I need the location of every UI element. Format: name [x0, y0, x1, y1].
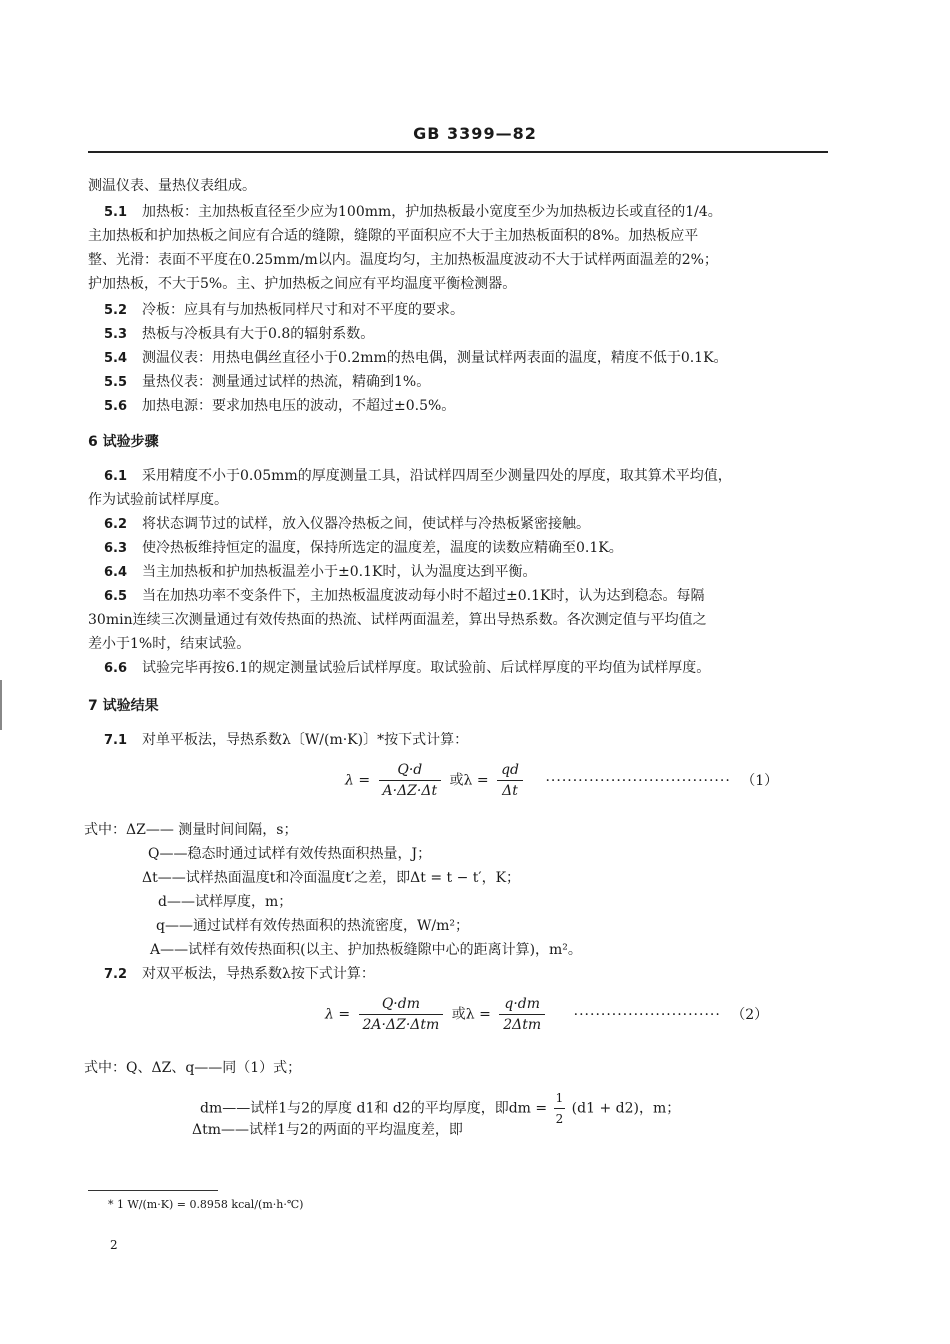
eq1-lhs: λ =	[345, 772, 371, 789]
paragraph-line: 整、光滑：表面不平度在0.25mm/m以内。温度均匀，主加热板温度波动不大于试样两面温差的2%；	[88, 252, 718, 268]
clause-number: 7.2	[104, 967, 128, 982]
clause-text: 热板与冷板具有大于0.8的辐射系数。	[142, 326, 375, 342]
eq2-fraction-a	[359, 996, 444, 1033]
where-line: d——试样厚度，m；	[158, 894, 293, 910]
where-line: 式中：ΔZ—— 测量时间间隔，s；	[84, 822, 298, 838]
scan-edge-mark	[0, 680, 2, 730]
half-denominator: 2	[554, 1108, 566, 1129]
where-line: A——试样有效传热面积(以主、护加热板缝隙中心的距离计算)，m²。	[150, 942, 582, 958]
eq2-leader-dots: ···························	[573, 1006, 721, 1023]
eq1-fraction-a	[379, 762, 442, 799]
header-rule	[88, 151, 828, 153]
where-line: q——通过试样有效传热面积的热流密度，W/m²；	[156, 918, 469, 934]
clause-number: 5.2	[104, 303, 128, 318]
page-number: 2	[110, 1238, 118, 1252]
eq1-leader-dots: ··································	[545, 772, 731, 789]
eq1-numerator-a: Q·d	[397, 762, 423, 778]
clause-6-5	[104, 586, 704, 607]
paragraph-line: 差小于1%时，结束试验。	[88, 636, 251, 652]
clause-text: 测温仪表：用热电偶丝直径小于0.2mm的热电偶，测量试样两表面的温度，精度不低于0.1K。	[142, 350, 728, 366]
clause-6-1	[104, 466, 732, 487]
clause-text: 采用精度不小于0.05mm的厚度测量工具，沿试样四周至少测量四处的厚度，取其算术平均值，	[142, 468, 732, 484]
eq1-denominator-b: Δt	[497, 780, 523, 799]
clause-number: 5.5	[104, 375, 128, 390]
clause-number: 5.4	[104, 351, 128, 366]
clause-number: 5.6	[104, 399, 128, 414]
clause-6-6	[104, 658, 710, 679]
clause-7-1	[104, 730, 468, 751]
footnote: * 1 W/(m·K) = 0.8958 kcal/(m·h·℃)	[108, 1198, 304, 1211]
clause-text: 加热板：主加热板直径至少应为100mm，护加热板最小宽度至少为加热板边长或直径的1/4。	[142, 204, 722, 220]
eq2-denominator-b: 2Δtm	[499, 1014, 545, 1033]
half-numerator: 1	[555, 1091, 564, 1105]
clause-5-2	[104, 300, 464, 321]
clause-number: 7.1	[104, 733, 128, 748]
eq1-fraction-b	[497, 762, 523, 799]
section-7-heading: 7 试验结果	[88, 698, 159, 714]
eq2-or: 或λ =	[451, 1006, 491, 1023]
clause-text: 试验完毕再按6.1的规定测量试验后试样厚度。取试验前、后试样厚度的平均值为试样厚度。	[142, 660, 711, 676]
clause-text: 对单平板法，导热系数λ〔W/(m·K)〕*按下式计算：	[142, 732, 469, 748]
eq2-number: （2）	[731, 1006, 769, 1023]
section-6-heading: 6 试验步骤	[88, 434, 159, 450]
standard-header: GB 3399—82	[413, 124, 537, 143]
clause-number: 6.1	[104, 469, 128, 484]
eq1-or: 或λ =	[449, 772, 489, 789]
clause-number: 5.1	[104, 205, 128, 220]
footnote-rule	[88, 1190, 218, 1191]
eq1-number: （1）	[741, 772, 779, 789]
clause-text: 将状态调节过的试样，放入仪器冷热板之间，使试样与冷热板紧密接触。	[142, 516, 590, 532]
clause-text: 当主加热板和护加热板温差小于±0.1K时，认为温度达到平衡。	[142, 564, 537, 580]
clause-number: 6.4	[104, 565, 128, 580]
clause-text: 对双平板法，导热系数λ按下式计算：	[142, 966, 375, 982]
paragraph-line: 测温仪表、量热仪表组成。	[88, 178, 256, 194]
clause-5-4	[104, 348, 728, 369]
paragraph-line: 护加热板，不大于5%。主、护加热板之间应有平均温度平衡检测器。	[88, 276, 517, 292]
clause-5-6	[104, 396, 455, 417]
clause-5-1	[104, 202, 722, 223]
paragraph-line: 30min连续三次测量通过有效传热面的热流、试样两面温差，算出导热系数。各次测定值与平均值之	[88, 612, 707, 628]
clause-5-3	[104, 324, 374, 345]
eq2-lhs: λ =	[325, 1006, 351, 1023]
eq2-denominator-a: 2A·ΔZ·Δtm	[359, 1014, 444, 1033]
clause-text: 使冷热板维持恒定的温度，保持所选定的温度差，温度的读数应精确至0.1K。	[142, 540, 623, 556]
clause-5-5	[104, 372, 430, 393]
clause-number: 6.3	[104, 541, 128, 556]
dm-definition-end: (d1 + d2)，m；	[571, 1100, 681, 1117]
clause-number: 6.5	[104, 589, 128, 604]
paragraph-line: 作为试验前试样厚度。	[88, 492, 228, 508]
where-line: Δtm——试样1与2的两面的平均温度差，即	[192, 1122, 463, 1138]
clause-number: 5.3	[104, 327, 128, 342]
clause-text: 当在加热功率不变条件下，主加热板温度波动每小时不超过±0.1K时，认为达到稳态。每隔	[142, 588, 705, 604]
eq1-denominator-a: A·ΔZ·Δt	[379, 780, 442, 799]
clause-6-3	[104, 538, 623, 559]
equation-2	[325, 996, 768, 1033]
eq2-fraction-b	[499, 996, 545, 1033]
clause-text: 加热电源：要求加热电压的波动，不超过±0.5%。	[142, 398, 456, 414]
clause-6-4	[104, 562, 536, 583]
eq1-numerator-b: qd	[501, 762, 520, 778]
where-line: 式中：Q、ΔZ、q——同（1）式；	[84, 1060, 302, 1076]
half-fraction	[554, 1088, 566, 1129]
clause-number: 6.6	[104, 661, 128, 676]
clause-6-2	[104, 514, 590, 535]
clause-7-2	[104, 964, 375, 985]
eq2-numerator-b: q·dm	[504, 996, 541, 1012]
where-line: Q——稳态时通过试样有效传热面积热量，J；	[148, 846, 432, 862]
clause-text: 量热仪表：测量通过试样的热流，精确到1%。	[142, 374, 431, 390]
clause-number: 6.2	[104, 517, 128, 532]
paragraph-line: 主加热板和护加热板之间应有合适的缝隙，缝隙的平面积应不大于主加热板面积的8%。加热板应平	[88, 228, 699, 244]
equation-1	[345, 762, 778, 799]
where-line: Δt——试样热面温度t和冷面温度t′之差，即Δt = t − t′，K；	[142, 870, 521, 886]
dm-definition-start: dm——试样1与2的厚度 d1和 d2的平均厚度，即dm =	[200, 1100, 548, 1117]
eq2-numerator-a: Q·dm	[381, 996, 420, 1012]
clause-text: 冷板：应具有与加热板同样尺寸和对不平度的要求。	[142, 302, 464, 318]
